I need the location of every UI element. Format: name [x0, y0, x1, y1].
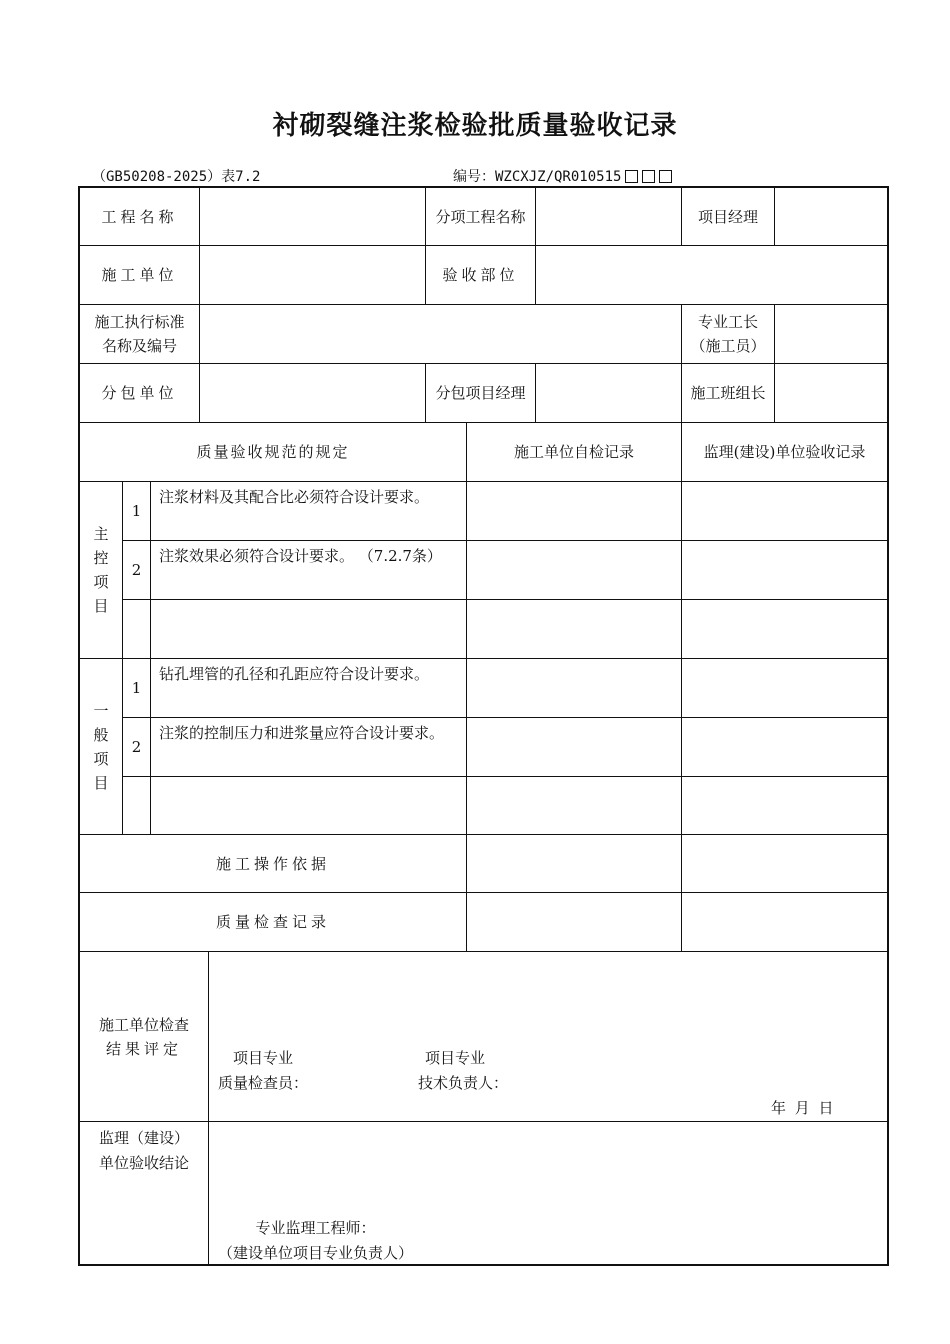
main-item-2-text: 注浆效果必须符合设计要求。 （7.2.7条）	[151, 541, 467, 600]
supervision-signature	[218, 1216, 413, 1264]
field-evaluation[interactable]	[209, 952, 887, 1122]
field-basis-self-check[interactable]	[467, 835, 682, 893]
main-item-1-no: 1	[123, 482, 151, 541]
general-item-1-supervision[interactable]	[682, 659, 887, 718]
field-conclusion[interactable]	[209, 1122, 887, 1264]
field-quality-supervision[interactable]	[682, 893, 887, 952]
serial-label: 编号：WZCXJZ/QR010515	[453, 169, 622, 185]
field-acceptance-part[interactable]	[536, 246, 887, 305]
qc-line1: 项目专业	[233, 1049, 294, 1067]
main-item-3-text[interactable]	[151, 600, 467, 659]
tech-line2: 技术负责人：	[418, 1074, 509, 1092]
label-foreman	[682, 305, 775, 364]
engineer-label: 专业监理工程师：	[255, 1219, 376, 1237]
label-evaluation	[80, 952, 209, 1122]
label-quality-record: 质量检查记录	[80, 893, 467, 952]
main-item-1-supervision[interactable]	[682, 482, 887, 541]
serial-number	[453, 166, 672, 186]
field-sub-project-name[interactable]	[536, 188, 682, 246]
label-project-name: 工程名称	[80, 188, 200, 246]
general-items-label: 一般项目	[80, 659, 123, 835]
field-subcontract-manager[interactable]	[536, 364, 682, 423]
field-subcontract-unit[interactable]	[200, 364, 426, 423]
qc-inspector	[218, 1046, 308, 1096]
field-standard-name[interactable]	[200, 305, 682, 364]
label-project-manager: 项目经理	[682, 188, 775, 246]
general-item-1-text: 钻孔埋管的孔径和孔距应符合设计要求。	[151, 659, 467, 718]
general-item-1-self-check[interactable]	[467, 659, 682, 718]
tech-manager	[402, 1046, 508, 1096]
general-item-2-no: 2	[123, 718, 151, 777]
label-conclusion-line2: 单位验收结论	[98, 1154, 189, 1172]
main-items-label: 主控项目	[80, 482, 123, 659]
label-foreman-line2: （施工员）	[690, 337, 766, 355]
general-item-3-supervision[interactable]	[682, 777, 887, 835]
main-item-3-self-check[interactable]	[467, 600, 682, 659]
serial-box-2[interactable]	[642, 170, 655, 183]
label-conclusion-line1: 监理（建设）	[98, 1129, 189, 1147]
acceptance-form	[78, 186, 889, 1266]
header-supervision: 监理(建设)单位验收记录	[682, 423, 887, 482]
header-self-check: 施工单位自检记录	[467, 423, 682, 482]
main-item-1-self-check[interactable]	[467, 482, 682, 541]
label-standard-name	[80, 305, 200, 364]
main-item-3-no	[123, 600, 151, 659]
label-sub-project-name: 分项工程名称	[426, 188, 536, 246]
main-item-2-no: 2	[123, 541, 151, 600]
serial-box-1[interactable]	[625, 170, 638, 183]
label-standard-line2: 名称及编号	[101, 337, 177, 355]
general-item-3-text[interactable]	[151, 777, 467, 835]
label-evaluation-line2: 结果评定	[105, 1039, 182, 1058]
page-title: 衬砌裂缝注浆检验批质量验收记录	[272, 111, 678, 141]
field-quality-self-check[interactable]	[467, 893, 682, 952]
main-item-3-supervision[interactable]	[682, 600, 887, 659]
label-conclusion	[80, 1122, 209, 1264]
general-item-2-text: 注浆的控制压力和进浆量应符合设计要求。	[151, 718, 467, 777]
general-item-3-no	[123, 777, 151, 835]
evaluation-date: 年 月 日	[771, 1099, 836, 1117]
field-basis-supervision[interactable]	[682, 835, 887, 893]
field-project-manager[interactable]	[775, 188, 887, 246]
field-team-leader[interactable]	[775, 364, 887, 423]
label-subcontract-manager: 分包项目经理	[426, 364, 536, 423]
main-item-2-supervision[interactable]	[682, 541, 887, 600]
label-operation-basis: 施工操作依据	[80, 835, 467, 893]
general-item-3-self-check[interactable]	[467, 777, 682, 835]
serial-box-3[interactable]	[659, 170, 672, 183]
qc-line2: 质量检查员：	[218, 1074, 309, 1092]
main-item-1-text: 注浆材料及其配合比必须符合设计要求。	[151, 482, 467, 541]
owner-label: （建设单位项目专业负责人）	[218, 1244, 414, 1262]
header-spec: 质量验收规范的规定	[80, 423, 467, 482]
label-evaluation-line1: 施工单位检查	[98, 1015, 189, 1034]
main-item-2-self-check[interactable]	[467, 541, 682, 600]
general-item-1-no: 1	[123, 659, 151, 718]
label-acceptance-part: 验收部位	[426, 246, 536, 305]
general-item-2-self-check[interactable]	[467, 718, 682, 777]
general-item-2-supervision[interactable]	[682, 718, 887, 777]
label-standard-line1: 施工执行标准	[94, 313, 185, 331]
field-project-name[interactable]	[200, 188, 426, 246]
label-construction-unit: 施工单位	[80, 246, 200, 305]
field-construction-unit[interactable]	[200, 246, 426, 305]
label-subcontract-unit: 分包单位	[80, 364, 200, 423]
tech-line1: 项目专业	[425, 1049, 486, 1067]
label-team-leader: 施工班组长	[682, 364, 775, 423]
standard-code: （GB50208-2025）表7.2	[92, 169, 261, 185]
field-foreman[interactable]	[775, 305, 887, 364]
label-foreman-line1: 专业工长	[697, 313, 758, 331]
